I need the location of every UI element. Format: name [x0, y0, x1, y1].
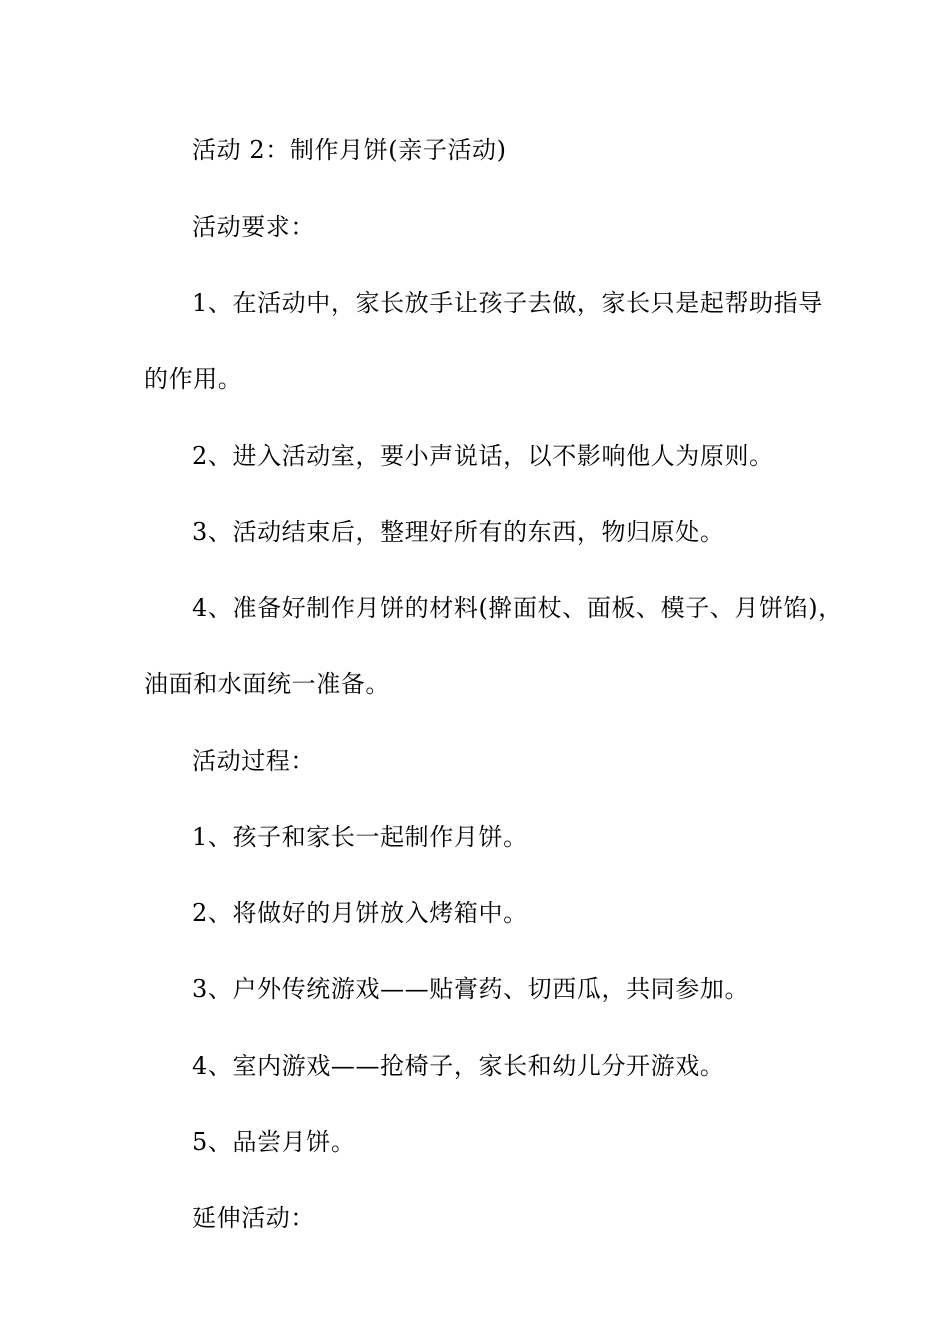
requirement-item-2: 2、进入活动室，要小声说话，以不影响他人为原则。 [192, 442, 774, 470]
activity-title: 活动 2：制作月饼(亲子活动) [192, 136, 507, 164]
process-item-3: 3、户外传统游戏——贴膏药、切西瓜，共同参加。 [192, 975, 750, 1003]
requirement-item-3: 3、活动结束后，整理好所有的东西，物归原处。 [192, 518, 725, 546]
process-item-1: 1、孩子和家长一起制作月饼。 [192, 823, 528, 851]
requirement-item-1: 1、在活动中，家长放手让孩子去做，家长只是起帮助指导 [192, 289, 823, 317]
process-item-4: 4、室内游戏——抢椅子，家长和幼儿分开游戏。 [192, 1052, 725, 1080]
section-heading-process: 活动过程： [192, 747, 315, 775]
requirement-item-1-continuation: 的作用。 [144, 365, 243, 393]
requirement-item-4-continuation: 油面和水面统一准备。 [144, 670, 390, 698]
section-heading-requirements: 活动要求： [192, 213, 315, 241]
process-item-2: 2、将做好的月饼放入烤箱中。 [192, 899, 528, 927]
process-item-5: 5、品尝月饼。 [192, 1128, 356, 1156]
section-heading-extension: 延伸活动： [192, 1204, 315, 1232]
requirement-item-4: 4、准备好制作月饼的材料(擀面杖、面板、模子、月饼馅)， [192, 594, 843, 622]
